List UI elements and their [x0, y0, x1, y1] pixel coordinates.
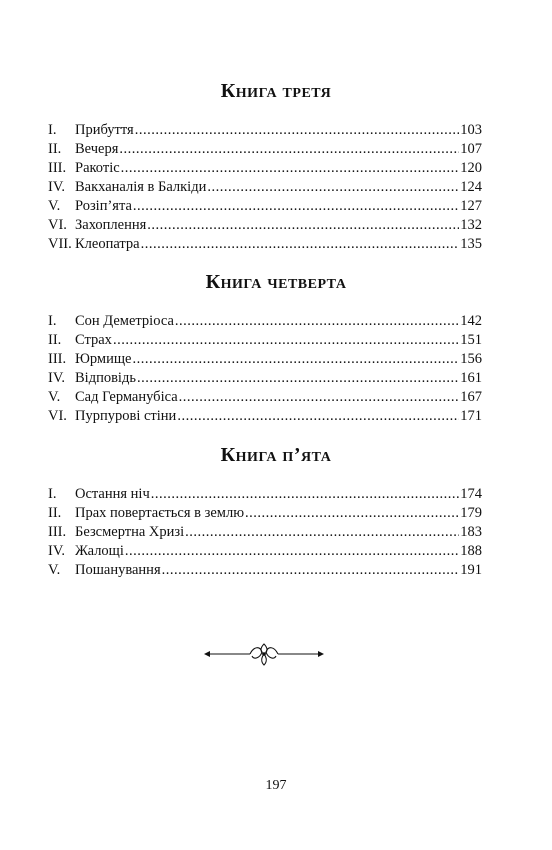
entry-title: Вечеря: [75, 141, 119, 157]
toc-entry: [48, 197, 482, 216]
entry-number: V.: [48, 562, 61, 578]
entry-page: 161: [460, 370, 482, 386]
entry-number: IV.: [48, 370, 66, 386]
entry-number: V.: [48, 389, 61, 405]
entry-page: 124: [460, 179, 482, 195]
entry-number: II.: [48, 332, 62, 348]
entry-title: Відповідь: [75, 370, 136, 386]
toc-entry: [48, 350, 482, 369]
dot-leader: [121, 159, 460, 178]
dot-leader: [175, 312, 459, 331]
dot-leader: [162, 561, 460, 580]
entry-page: 188: [460, 543, 482, 559]
toc-entry: [48, 542, 482, 561]
toc-entry: [48, 121, 482, 140]
entry-number: I.: [48, 122, 57, 138]
entry-title: Прибуття: [75, 122, 134, 138]
section-title: Книга третя: [220, 80, 332, 102]
toc-entry: [48, 331, 482, 350]
entry-page: 132: [460, 217, 482, 233]
dot-leader: [137, 369, 459, 388]
toc-entry: [48, 388, 482, 407]
entry-number: VI.: [48, 217, 67, 233]
toc-entry: [48, 485, 482, 504]
toc-entry: [48, 312, 482, 331]
toc-entry: [48, 504, 482, 523]
ornament-divider-icon: [204, 640, 324, 668]
entry-number: III.: [48, 524, 67, 540]
toc-entry: [48, 159, 482, 178]
entry-title: Юрмище: [75, 351, 132, 367]
entry-page: 135: [460, 236, 482, 252]
entry-number: IV.: [48, 543, 66, 559]
entry-number: I.: [48, 486, 57, 502]
entry-title: Пурпурові стіни: [75, 408, 177, 424]
toc-entry: [48, 216, 482, 235]
entry-title: Жалощі: [75, 543, 124, 559]
page-number: 197: [265, 778, 287, 793]
entry-title: Безсмертна Хризі: [75, 524, 185, 540]
entry-page: 103: [460, 122, 482, 138]
entry-number: IV.: [48, 179, 66, 195]
entry-number: III.: [48, 160, 67, 176]
entry-title: Вакханалія в Балкіди: [75, 179, 207, 195]
entry-page: 120: [460, 160, 482, 176]
dot-leader: [141, 235, 460, 254]
toc-list: [48, 485, 482, 580]
dot-leader: [133, 197, 459, 216]
dot-leader: [135, 121, 460, 140]
entry-number: II.: [48, 505, 62, 521]
entry-page: 183: [460, 524, 482, 540]
entry-page: 127: [460, 198, 482, 214]
section-title: Книга п’ята: [220, 444, 332, 466]
dot-leader: [151, 485, 459, 504]
dot-leader: [113, 331, 459, 350]
toc-entry: [48, 178, 482, 197]
toc-entry: [48, 561, 482, 580]
entry-title: Розіп’ята: [75, 198, 132, 214]
dot-leader: [147, 216, 459, 235]
toc-list: [48, 121, 482, 254]
entry-title: Сад Германубіса: [75, 389, 178, 405]
entry-title: Ракотіс: [75, 160, 120, 176]
entry-page: 167: [460, 389, 482, 405]
entry-page: 174: [460, 486, 482, 502]
entry-page: 171: [460, 408, 482, 424]
entry-title: Прах повертається в землю: [75, 505, 245, 521]
entry-title: Пошанування: [75, 562, 161, 578]
entry-title: Клеопатра: [75, 236, 140, 252]
toc-list: [48, 312, 482, 426]
entry-number: VI.: [48, 408, 67, 424]
section-title: Книга четверта: [205, 271, 347, 293]
toc-entry: [48, 407, 482, 426]
entry-page: 142: [460, 313, 482, 329]
dot-leader: [179, 388, 460, 407]
dot-leader: [119, 140, 459, 159]
entry-number: VII.: [48, 236, 72, 252]
entry-title: Страх: [75, 332, 112, 348]
entry-page: 191: [460, 562, 482, 578]
dot-leader: [185, 523, 459, 542]
toc-entry: [48, 369, 482, 388]
dot-leader: [245, 504, 459, 523]
toc-entry: [48, 140, 482, 159]
dot-leader: [132, 350, 459, 369]
dot-leader: [125, 542, 459, 561]
entry-number: III.: [48, 351, 67, 367]
toc-entry: [48, 235, 482, 254]
entry-page: 151: [460, 332, 482, 348]
entry-number: V.: [48, 198, 61, 214]
entry-number: II.: [48, 141, 62, 157]
entry-page: 156: [460, 351, 482, 367]
entry-page: 107: [460, 141, 482, 157]
entry-title: Остання ніч: [75, 486, 150, 502]
entry-title: Сон Деметріоса: [75, 313, 174, 329]
entry-title: Захоплення: [75, 217, 147, 233]
entry-number: I.: [48, 313, 57, 329]
toc-entry: [48, 523, 482, 542]
dot-leader: [207, 178, 459, 197]
dot-leader: [177, 407, 459, 426]
entry-page: 179: [460, 505, 482, 521]
